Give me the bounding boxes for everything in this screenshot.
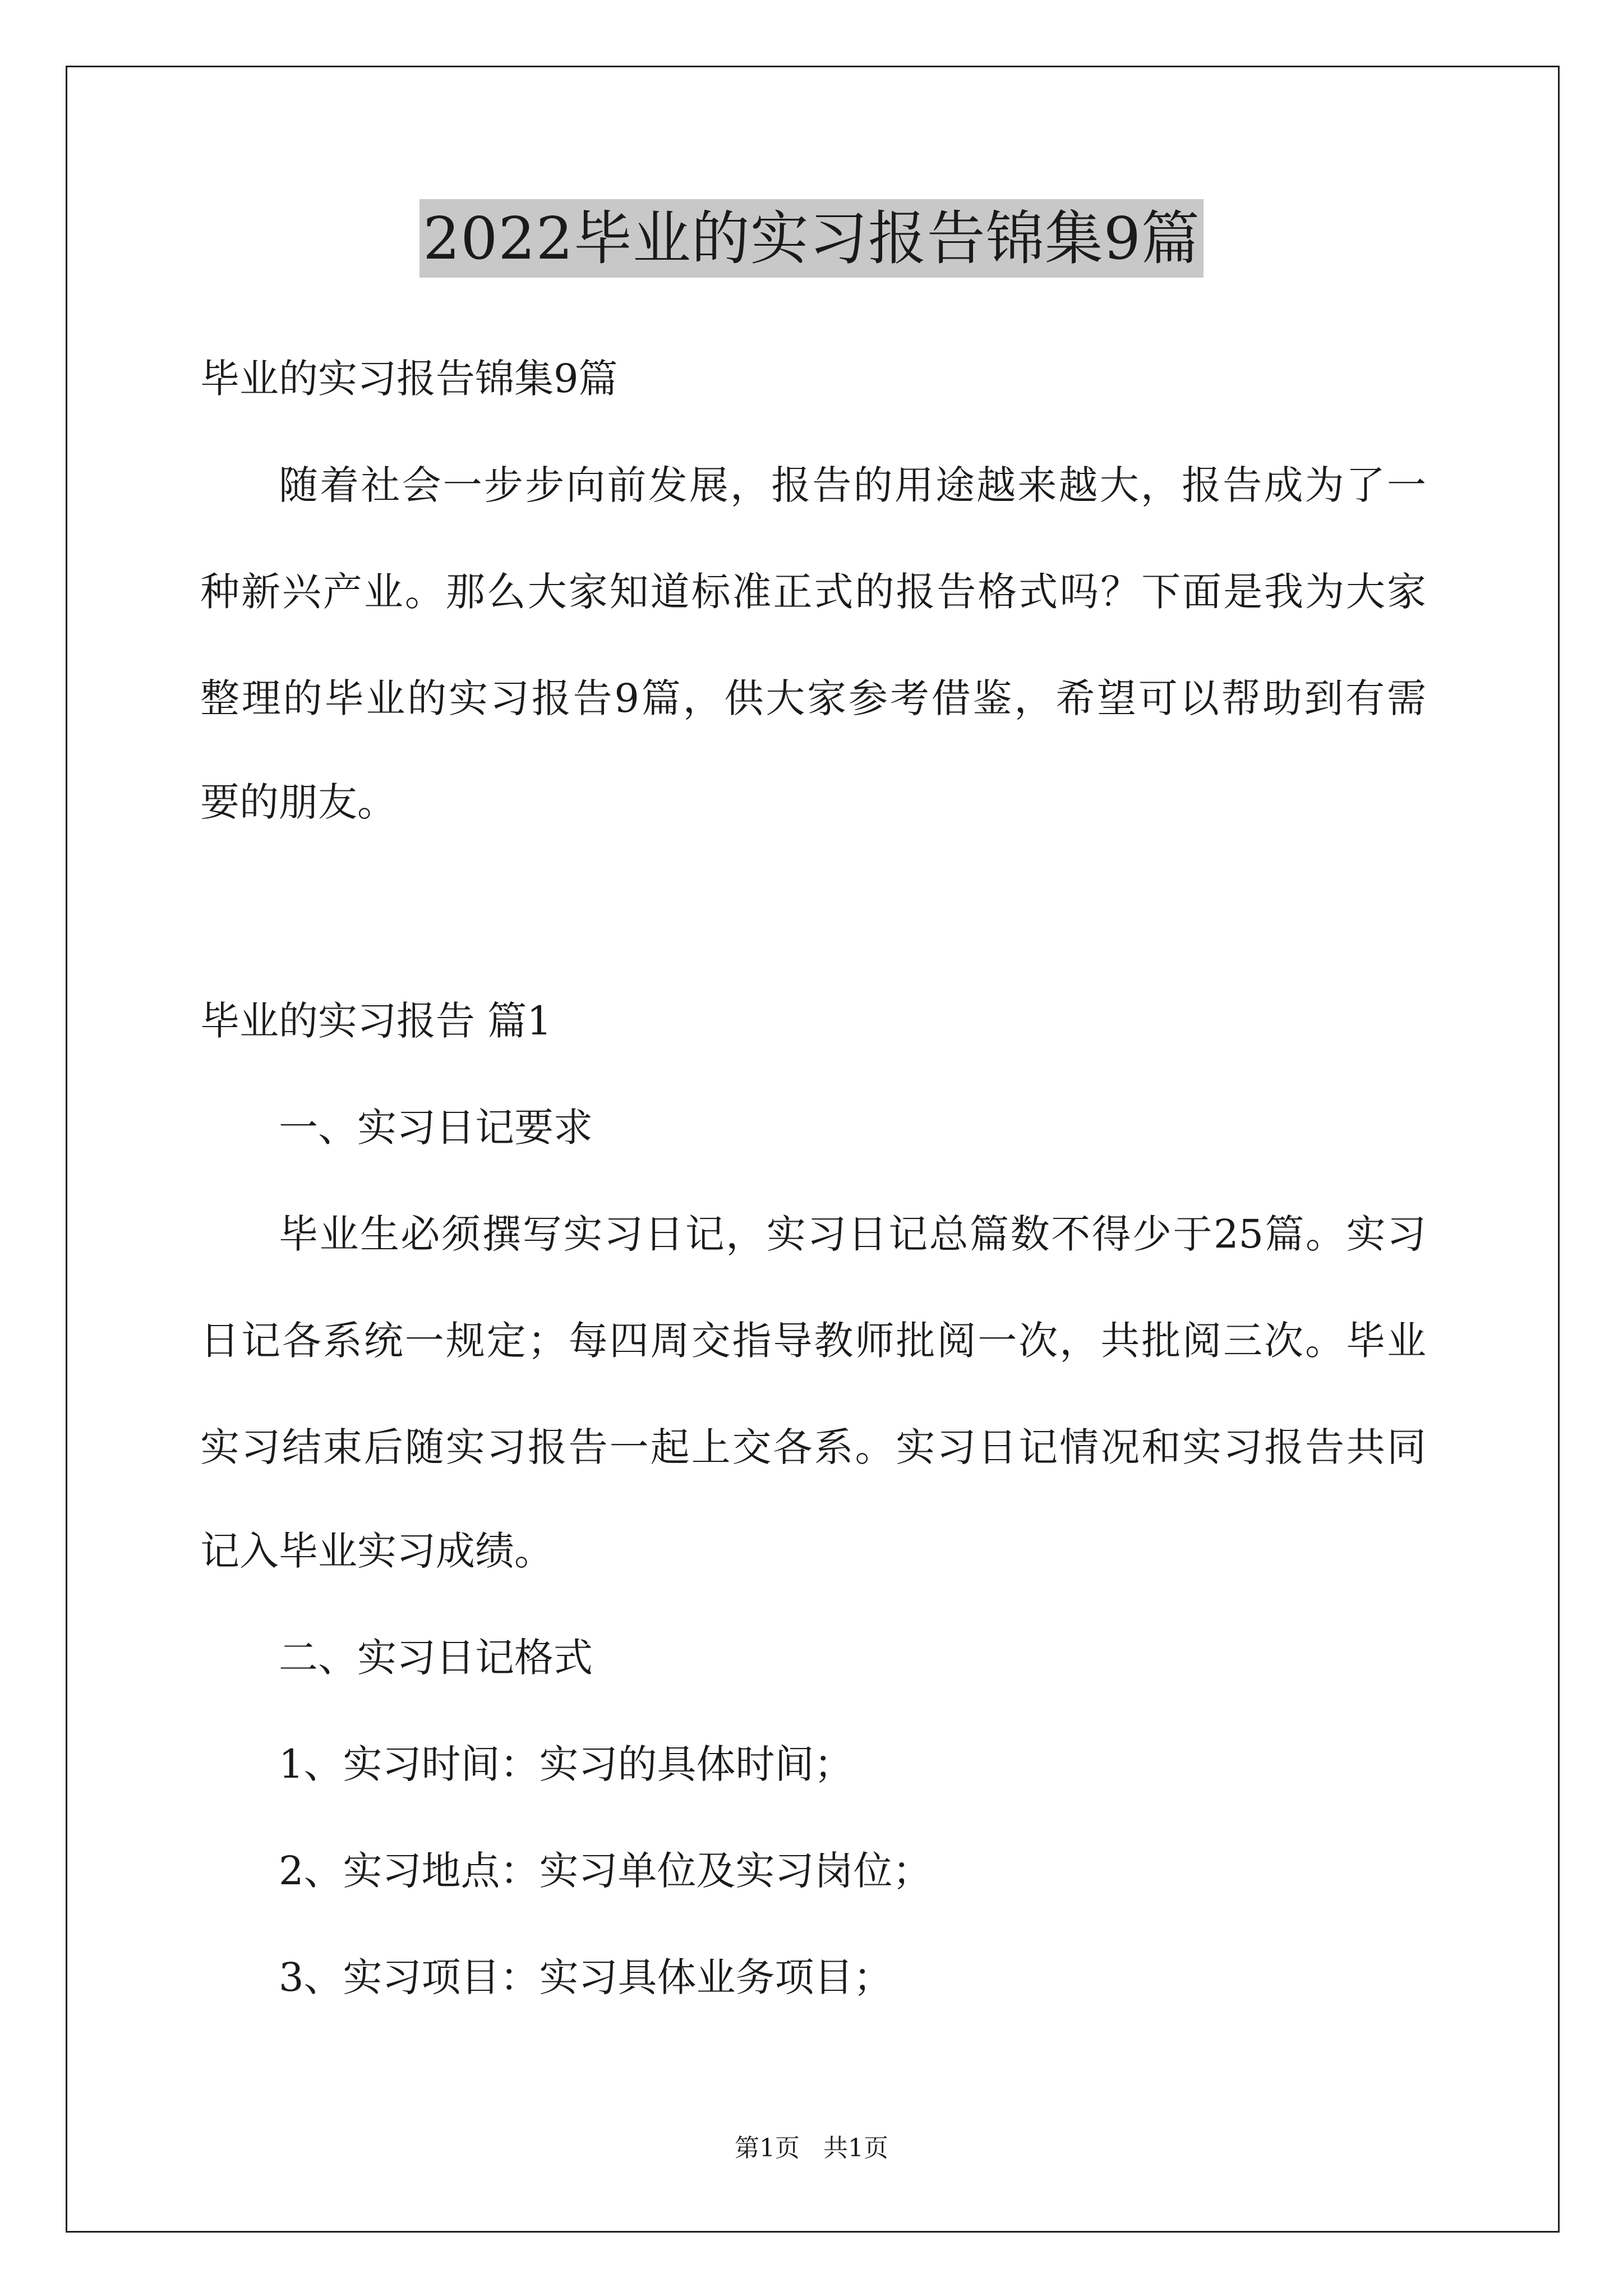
intro-line-3: 整理的毕业的实习报告9篇，供大家参考借鉴，希望可以帮助到有需 [200, 675, 1426, 721]
document-subtitle: 毕业的实习报告锦集9篇 [200, 356, 618, 402]
intro-line-1: 随着社会一步步向前发展，报告的用途越来越大，报告成为了一 [279, 462, 1426, 508]
intro-line-2: 种新兴产业。那么大家知道标准正式的报告格式吗？下面是我为大家 [200, 569, 1426, 615]
para-1-line-4: 记入毕业实习成绩。 [200, 1528, 554, 1574]
heading-format: 二、实习日记格式 [279, 1635, 593, 1681]
para-1-line-3: 实习结束后随实习报告一起上交各系。实习日记情况和实习报告共同 [200, 1424, 1426, 1470]
para-1-line-2: 日记各系统一规定；每四周交指导教师批阅一次，共批阅三次。毕业 [200, 1318, 1426, 1364]
heading-requirements: 一、实习日记要求 [279, 1105, 593, 1151]
intro-line-4: 要的朋友。 [200, 779, 396, 825]
document-title: 2022毕业的实习报告锦集9篇 [419, 199, 1204, 278]
list-item-time: 1、实习时间：实习的具体时间； [279, 1741, 854, 1787]
page-number-footer: 第1页 共1页 [735, 2134, 888, 2162]
list-item-location: 2、实习地点：实习单位及实习岗位； [279, 1848, 932, 1894]
section-title: 毕业的实习报告 篇1 [200, 998, 552, 1044]
title-container [0, 199, 1623, 278]
list-item-project: 3、实习项目：实习具体业务项目； [279, 1954, 893, 2000]
para-1-line-1: 毕业生必须撰写实习日记，实习日记总篇数不得少于25篇。实习 [279, 1211, 1426, 1257]
